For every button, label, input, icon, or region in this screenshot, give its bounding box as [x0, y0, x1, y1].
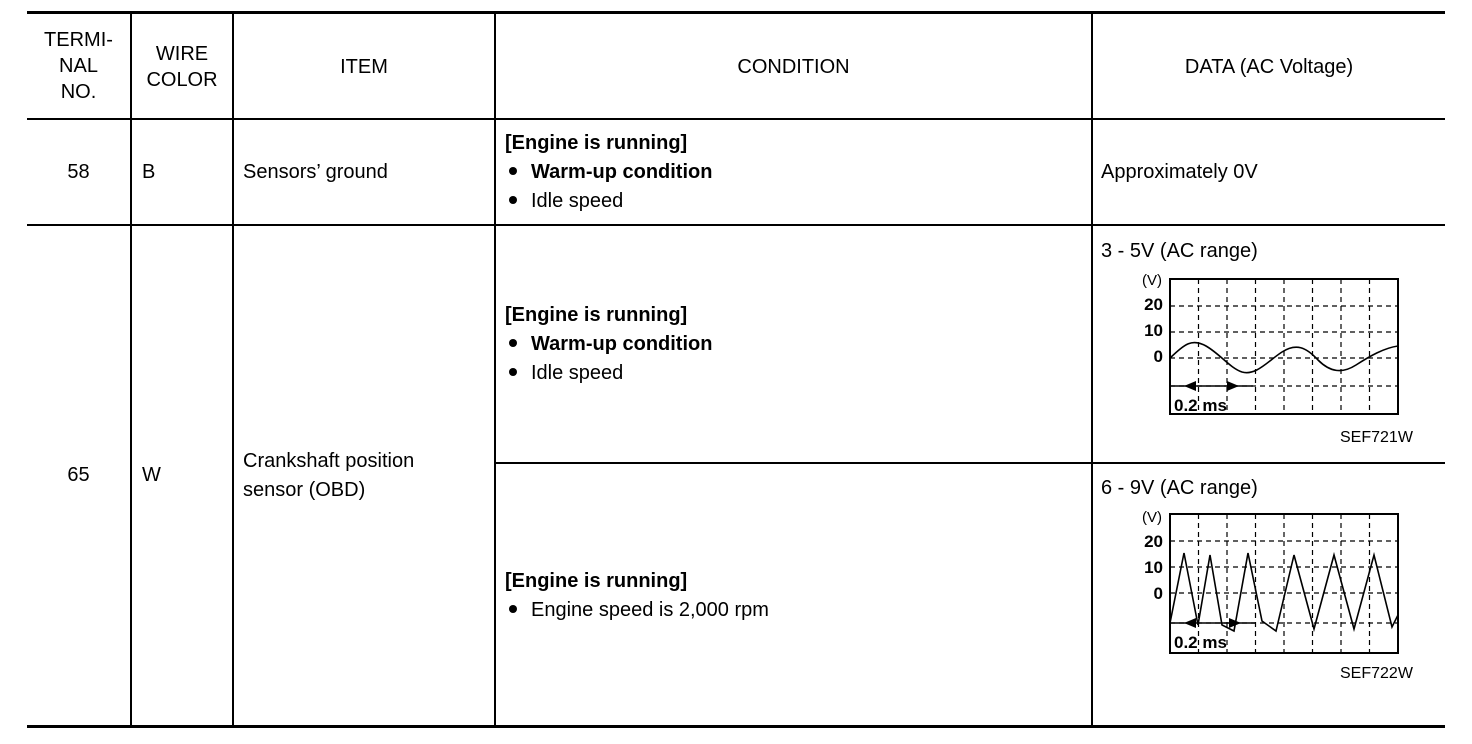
bullet-icon: [509, 167, 517, 175]
table-bottom-rule: [27, 725, 1445, 728]
scope-arrow-left-icon: [1227, 381, 1239, 391]
scope-y-tick: 20: [1144, 295, 1163, 314]
condition-block: [505, 129, 712, 216]
data-value: Approximately 0V: [1101, 161, 1258, 183]
condition-bullet: Warm-up condition: [505, 158, 712, 187]
terminal-no: 58: [67, 161, 90, 183]
col-divider: [232, 11, 234, 728]
scope-unit-label: (V): [1142, 272, 1162, 289]
condition-bullet: Idle speed: [505, 187, 712, 216]
condition-block: [505, 567, 769, 625]
scope-time-label: 0.2 ms: [1174, 633, 1227, 652]
scope-time-label: 0.2 ms: [1174, 396, 1227, 415]
figure-id: SEF722W: [1340, 665, 1413, 682]
bullet-icon: [509, 605, 517, 613]
header-condition: CONDITION: [737, 56, 850, 78]
wire-color: W: [142, 464, 161, 486]
header-terminal-no: TERMI- NAL NO.: [44, 29, 113, 103]
data-value: 6 - 9V (AC range): [1101, 477, 1258, 499]
figure-id: SEF721W: [1340, 429, 1413, 446]
scope-y-tick: 0: [1153, 584, 1163, 603]
bullet-icon: [509, 368, 517, 376]
col-divider: [494, 11, 496, 728]
item-name: Crankshaft position sensor (OBD): [243, 450, 415, 501]
bullet-icon: [509, 196, 517, 204]
condition-bullet: Engine speed is 2,000 rpm: [505, 596, 769, 625]
condition-bullet: Idle speed: [505, 359, 712, 388]
header-item: ITEM: [340, 56, 388, 78]
scope-y-tick: 10: [1144, 321, 1163, 340]
condition-block: [505, 301, 712, 388]
row-rule: [27, 224, 1445, 226]
bullet-icon: [509, 339, 517, 347]
item-name: Sensors’ ground: [243, 161, 388, 183]
col-divider: [1091, 11, 1093, 728]
condition-title: [Engine is running]: [505, 304, 688, 326]
header-wire-color: WIRE COLOR: [146, 43, 218, 91]
scope-trace: [1170, 553, 1398, 631]
condition-bullet: Warm-up condition: [505, 330, 712, 359]
terminal-no: 65: [67, 464, 90, 486]
scope-y-tick: 10: [1144, 558, 1163, 577]
wire-color: B: [142, 161, 156, 183]
scope-y-tick: 20: [1144, 532, 1163, 551]
subrow-rule: [494, 462, 1445, 464]
scope-arrow-right-icon: [1184, 618, 1196, 628]
oscilloscope-waveform-idle: [1130, 266, 1410, 431]
condition-title: [Engine is running]: [505, 132, 688, 154]
col-divider: [130, 11, 132, 728]
scope-unit-label: (V): [1142, 509, 1162, 526]
table-top-rule: [27, 11, 1445, 14]
header-rule: [27, 118, 1445, 120]
scope-arrow-right-icon: [1184, 381, 1196, 391]
condition-title: [Engine is running]: [505, 570, 688, 592]
scope-y-tick: 0: [1153, 347, 1163, 366]
oscilloscope-waveform-2000rpm: [1130, 503, 1410, 668]
data-value: 3 - 5V (AC range): [1101, 240, 1258, 262]
header-data: DATA (AC Voltage): [1184, 56, 1354, 78]
